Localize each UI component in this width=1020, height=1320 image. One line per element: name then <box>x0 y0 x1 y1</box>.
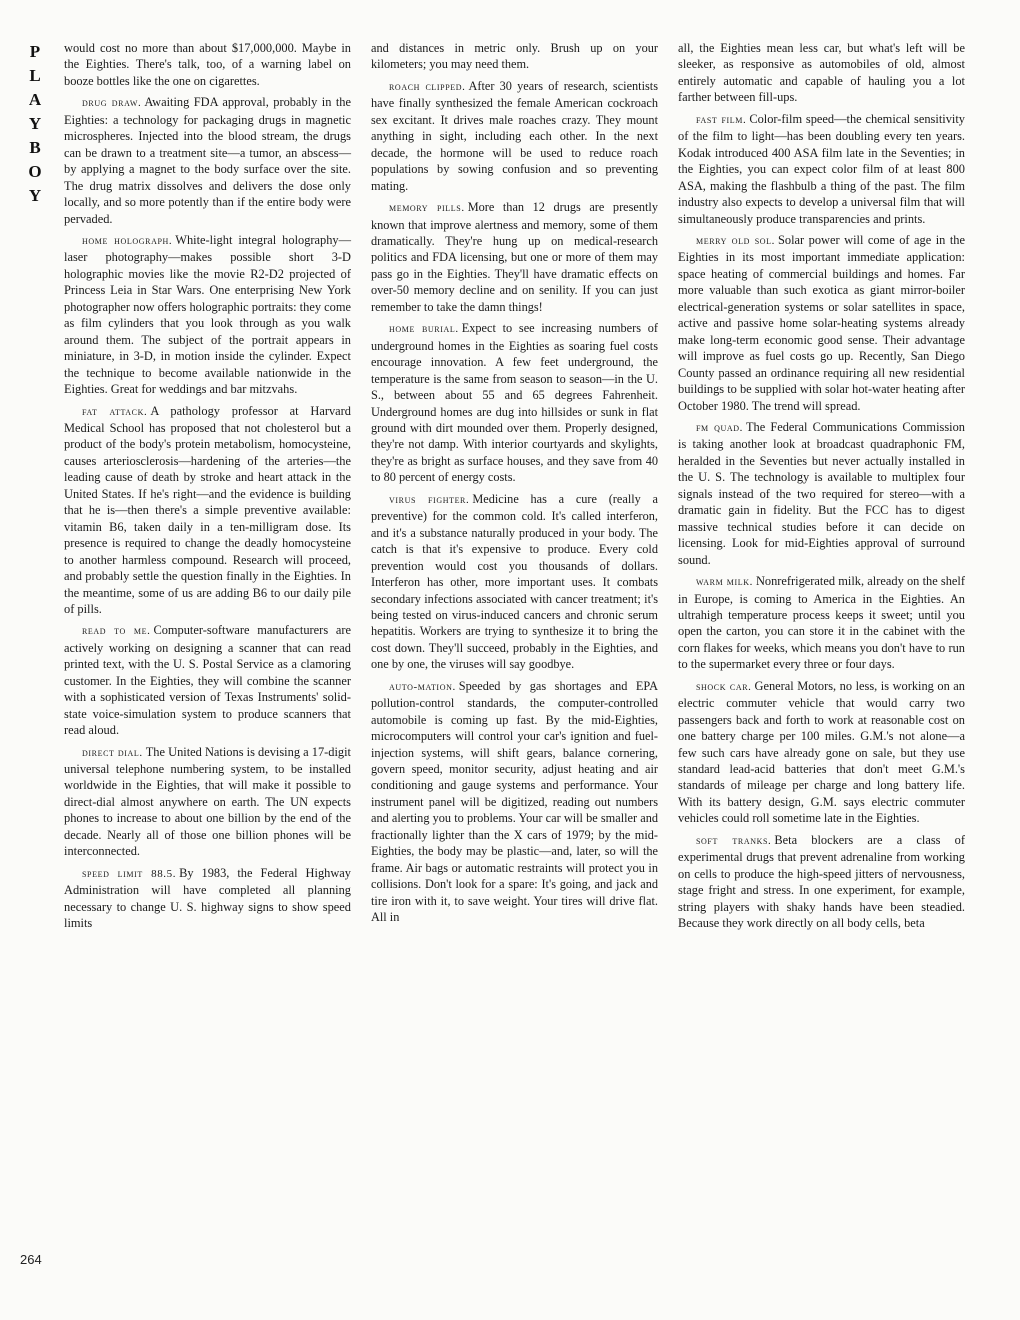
paragraph-text: and distances in metric only. Brush up on your kilometers; you may need them. <box>371 41 658 72</box>
masthead-letter: A <box>28 90 42 109</box>
paragraph-kicker: virus fighter. <box>389 493 470 506</box>
paragraph-text: By 1983, the Federal Highway Administration will have completed all planning necessary to change U. S. highway signs to show speed limits <box>64 865 351 931</box>
paragraph <box>678 419 965 568</box>
paragraph-text: After 30 years of research, scientists have finally synthesized the female American cockroach sex excitant. It drives male roaches crazy. They mount anything in sight, including each other. In the next decade, the hormone will be used to reduce roach populations by sowing confusion and so preventing mating. <box>371 78 659 193</box>
paragraph-text: all, the Eighties mean less car, but what's left will be sleeker, as responsive as automobiles of old, almost entirely automatic and capable of hauling you a lot farther between fill-ups. <box>678 41 965 105</box>
masthead-letter: B <box>29 138 41 157</box>
paragraph <box>64 744 351 860</box>
paragraph-kicker: memory pills. <box>389 202 465 215</box>
paragraph-kicker: home burial. <box>389 323 459 336</box>
paragraph-kicker: merry old sol. <box>696 234 776 247</box>
paragraph <box>678 40 965 106</box>
paragraph-text: Computer-software manufacturers are actively working on designing a scanner that can read printed text, with the U. S. Postal Service as a clamoring customer. In the Eighties, they will combine the scanner with a sophisticated version of Texas Instruments' solid-state voice-simulation system to produce scanners that read aloud. <box>64 623 351 738</box>
masthead-letter: Y <box>28 186 42 205</box>
paragraph <box>64 865 351 932</box>
paragraph-text: Nonrefrigerated milk, already on the shelf in Europe, is coming to America in the Eighties. An ultrahigh temperature process keeps it sweet; until you open the carton, you can store it in the cabinet with the corn flakes for weeks, which means you don't have to run to the supermarket every three or four days. <box>678 574 965 672</box>
paragraph-text: would cost no more than about $17,000,000. Maybe in the Eighties. There's talk, too, of a warning label on booze bottles like the one on cigarettes. <box>64 41 351 88</box>
paragraph-text: Medicine has a cure (really a preventive) for the common cold. It's called interferon, and it's a substance naturally produced in your body. The catch is that it's expensive to produce. Every cold prevention would cost you thousands of dollars. Interferon has other, more important uses. It combats secondary infections associated with cancer treatment; it's being tested on virus-induced cancers and chronic serum hepatitis. Workers are trying to synthesize it to bring the cost down. They'll succeed, probably in the Eighties, and one by one, the viruses will say goodbye. <box>371 491 658 672</box>
paragraph-kicker: direct dial. <box>82 746 143 759</box>
paragraph <box>678 573 965 673</box>
paragraph-text: Awaiting FDA approval, probably in the Eighties: a technology for packaging drugs in magnetic microspheres. Injected into the blood stream, the drugs can be drawn to a treatment site—a tumor, an abscess—by applying a magnet to the body surface over the site. The drug matrix dissolves and delivers the dose only locally, and so more potently than if the entire body were pervaded. <box>64 95 352 226</box>
paragraph-kicker: speed limit 88.5. <box>82 867 177 880</box>
paragraph <box>678 678 965 827</box>
paragraph-text: Expect to see increasing numbers of underground homes in the Eighties as soaring fuel costs encourage innovation. A few feet underground, the temperature is the same from season to season—in the U. S., between about 55 and 65 degrees Fahrenheit. Underground homes are dug into hillsides or sunk in flat ground with dirt mounded over them. Properly designed, they're not damp. With interior courtyards and skylights, they're as bright as surface houses, and they save from 40 to 80 percent of energy costs. <box>371 321 658 485</box>
paragraph-kicker: warm milk. <box>696 576 753 589</box>
paragraph-kicker: home holograph. <box>82 234 173 247</box>
paragraph-kicker: auto-mation. <box>389 680 456 693</box>
masthead-letter: Y <box>28 114 42 133</box>
paragraph <box>64 40 351 89</box>
paragraph <box>371 78 658 194</box>
paragraph-text: General Motors, no less, is working on an electric commuter vehicle that would carry two passengers back and forth to work at reasonable cost on one battery charge per 100 miles. G.M.'s not alone—a few such cars have already gone on sale, but they use standard lead-acid batteries that don't meet G.M.'s standards of mileage per charge and long battery life. With its battery design, G.M. says electric commuter vehicles could roll sometime late in the Eighties. <box>678 678 965 826</box>
article-body <box>64 40 965 937</box>
paragraph-kicker: soft tranks. <box>696 834 772 847</box>
column-3 <box>678 40 965 937</box>
paragraph <box>64 94 351 227</box>
paragraph-kicker: read to me. <box>82 625 151 638</box>
paragraph-text: The United Nations is devising a 17-digit universal telephone numbering system, to be installed worldwide in the Eighties, that will make it possible to direct-dial almost anywhere on earth. The UN expects phones to increase to about one billion by the end of the decade. Nearly all of those one billion phones will be interconnected. <box>64 744 352 859</box>
paragraph-kicker: fm quad. <box>696 421 743 434</box>
masthead <box>22 40 48 208</box>
paragraph <box>371 491 658 673</box>
paragraph-text: White-light integral holography—laser photography—makes possible short 3-D holographic movies like the movie R2-D2 projected of Princess Leia in Star Wars. One enterprising New York photographer now offers holographic portraits: they come as film cylinders that you look through as you walk around them. The subject of the portrait appears in miniature, in 3-D, in motion inside the cylinder. Expect the technique to become available nationwide in the Eighties. Great for weddings and bar mitzvahs. <box>64 232 351 397</box>
column-2 <box>371 40 658 937</box>
paragraph <box>64 232 351 398</box>
paragraph-text: Beta blockers are a class of experimental drugs that prevent adrenaline from working on cells to produce the high-speed jitters of nervousness, stage fright and stress. In one experiment, for example, string players with shaky hands have been steadied. Because they work directly on all body cells, beta <box>678 832 965 931</box>
paragraph-text: Speeded by gas shortages and EPA pollution-control standards, the computer-controlled automobile is coming up fast. By the mid-Eighties, microcomputers will control your car's ignition and fuel-injection systems, will shift gears, balance cornering, govern speed, monitor security, adjust heating and air conditioning and gauge systems and performance. Your instrument panel will be digitized, reading out numbers and alerting you to problems. Your car will be smaller and fractionally lighter than the X cars of 1979; by the mid-Eighties, the body may be plastic—and, later, so will the frame. Air bags or automatic restraints will protect you in collisions. Don't look for a spare: It's going, and jack and tire iron with it, to save weight. Your tires will drive flat. All in <box>371 678 658 925</box>
column-1 <box>64 40 351 937</box>
masthead-letter: O <box>28 162 42 181</box>
paragraph-text: The Federal Communications Commission is taking another look at broadcast quadraphonic FM, heralded in the Seventies but never actually installed in the U. S. The technology is available to multiplex four signals instead of the two required for stereo—with a dramatic gain in fidelity. But the FCC has to digest massive technical studies before it can decide on licensing. Look for mid-Eighties approval of surround sound. <box>678 419 965 567</box>
paragraph <box>371 678 658 926</box>
paragraph-kicker: roach clipped. <box>389 80 466 93</box>
masthead-letter: L <box>29 66 41 85</box>
paragraph-kicker: fat attack. <box>82 405 148 418</box>
paragraph-text: More than 12 drugs are presently known that improve alertness and memory, some of them dramatically. They're hung up on medical-research politics and FDA licensing, but one or more of them may pass go in the Eighties. They'll have dramatic effects on over-50 memory decline and on senility. If you can just remember to take the damn things! <box>371 200 658 314</box>
paragraph-kicker: fast film. <box>696 113 747 126</box>
paragraph <box>64 403 351 618</box>
masthead-letter: P <box>29 42 41 61</box>
paragraph <box>678 232 965 414</box>
paragraph <box>371 320 658 486</box>
paragraph-kicker: drug draw. <box>82 97 142 110</box>
paragraph-text: Solar power will come of age in the Eighties in its most important immediate application: space heating of commercial buildings and homes. Far more valuable than such exotica as giant mirror-boiler electrical-generation systems or solar satellites in space, active and passive home solar-heating systems already make long-term economic good sense. Their advantage will improve as fuel costs go up. Recently, San Diego County passed an ordinance requiring all new residential buildings to be supplied with solar hot-water heating after October 1980. The trend will spread. <box>678 232 966 413</box>
paragraph <box>678 111 965 227</box>
paragraph-kicker: shock car. <box>696 680 752 693</box>
paragraph <box>678 832 965 932</box>
page-number: 264 <box>20 1252 42 1267</box>
paragraph-text: A pathology professor at Harvard Medical School has proposed that not cholesterol but a product of the body's protein metabolism, homocysteine, causes arteriosclerosis—hardening of the arteries—the leading cause of death by stroke and heart attack in the United States. If he's right—and the evidence is building that he is—then there's a simple preventive available: vitamin B6, taken daily in a ten-milligram dose. Its presence is required to change the deadly homocysteine to another harmless compound. Research will proceed, and probably settle the question finally in the Eighties. In the meantime, some of us are adding B6 to our daily pile of pills. <box>64 403 351 616</box>
paragraph <box>371 40 658 73</box>
paragraph <box>371 199 658 315</box>
paragraph <box>64 622 351 738</box>
paragraph-text: Color-film speed—the chemical sensitivity of the film to light—has been doubling every ten years. Kodak introduced 400 ASA film late in the Seventies; in the Eighties, you can expect color film of at least 800 ASA, making the flashbulb a thing of the past. The film industry also expects to develop a universal film that will simultaneously produce transparencies and prints. <box>678 111 965 226</box>
